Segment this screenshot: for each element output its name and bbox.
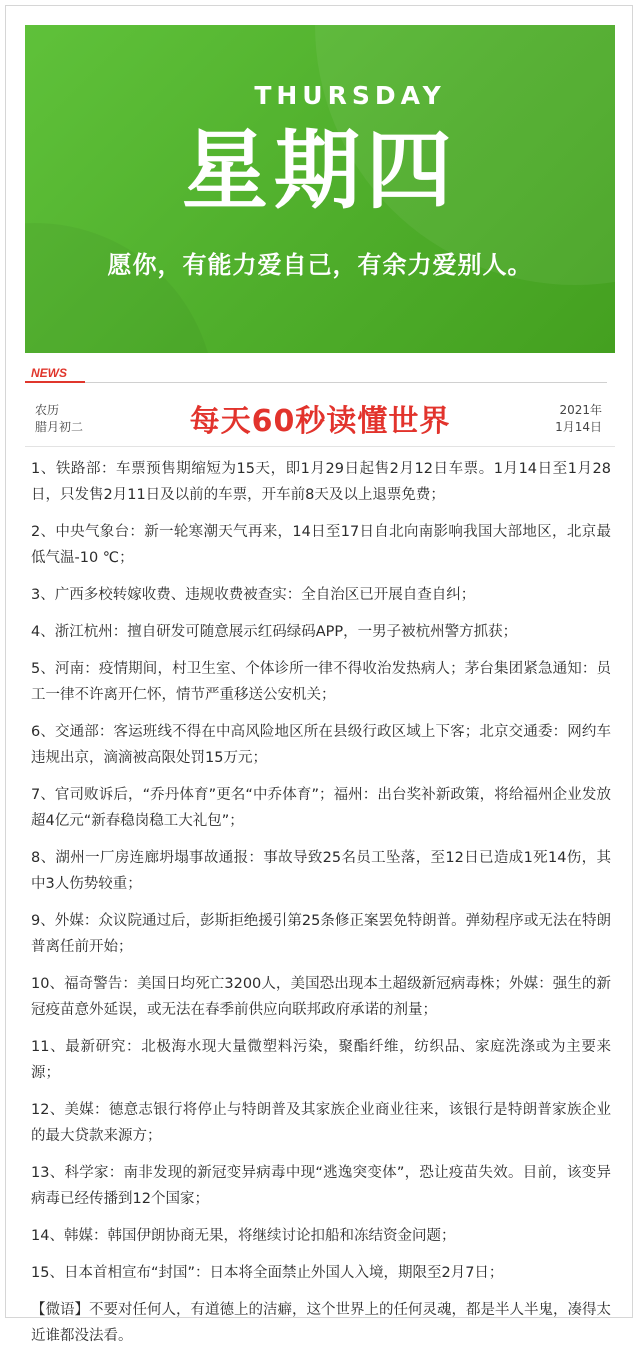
news-item: 3、广西多校转嫁收费、违规收费被查实：全自治区已开展自查自纠； — [31, 587, 476, 603]
date-year: 2021年 — [559, 403, 602, 417]
news-tag: NEWS — [31, 366, 67, 380]
news-item: 5、河南：疫情期间，村卫生室、个体诊所一律不得收治发热病人；茅台集团紧急通知：员工一律不许离开仁怀，情节严重移送公安机关； — [31, 661, 611, 703]
weekday-chinese: 星期四 — [182, 121, 458, 221]
news-item: 15、日本首相宣布“封国”：日本将全面禁止外国人入境，期限至2月7日； — [31, 1265, 504, 1281]
publish-date — [555, 402, 602, 436]
news-item: 10、福奇警告：美国日均死亡3200人，美国恐出现本土超级新冠病毒株；外媒：强生的新冠疫苗意外延误，或无法在春季前供应向联邦政府承诺的剂量； — [31, 976, 611, 1018]
news-item: 6、交通部：客运班线不得在中高风险地区所在县级行政区域上下客；北京交通委：网约车违规出京，滴滴被高限处罚15万元； — [31, 724, 611, 766]
news-item: 9、外媒：众议院通过后，彭斯拒绝援引第25条修正案罢免特朗普。弹劾程序或无法在特朗普离任前开始； — [31, 913, 611, 955]
date-day: 1月14日 — [555, 420, 602, 434]
header-divider — [25, 446, 615, 447]
news-item: 8、湖州一厂房连廊坍塌事故通报：事故导致25名员工坠落，至12日已造成1死14伤，其中3人伤势较重； — [31, 850, 611, 892]
news-item: 12、美媒：德意志银行将停止与特朗普及其家族企业商业往来，该银行是特朗普家族企业的最大贷款来源方； — [31, 1102, 611, 1144]
news-item: 4、浙江杭州：擅自研发可随意展示红码绿码APP，一男子被杭州警方抓获； — [31, 624, 518, 640]
news-divider — [25, 382, 607, 383]
banner-decoration — [25, 223, 215, 353]
lunar-day: 腊月初二 — [35, 420, 84, 434]
news-item: 11、最新研究：北极海水现大量微塑料污染，聚酯纤维，纺织品、家庭洗涤或为主要来源； — [31, 1039, 611, 1081]
weekday-banner — [25, 25, 615, 353]
news-item: 14、韩媒：韩国伊朗协商无果，将继续讨论扣船和冻结资金问题； — [31, 1228, 456, 1244]
news-item: 13、科学家：南非发现的新冠变异病毒中现“逃逸突变体”，恐让疫苗失效。目前，该变异病毒已经传播到12个国家； — [31, 1165, 611, 1207]
news-item: 7、官司败诉后，“乔丹体育”更名“中乔体育”；福州：出台奖补新政策，将给福州企业发放超4亿元“新春稳岗稳工大礼包”； — [31, 787, 611, 829]
daily-quote: 【微语】不要对任何人，有道德上的洁癖，这个世界上的任何灵魂，都是半人半鬼，凑得太近谁都没法看。 — [31, 1302, 611, 1344]
news-item: 1、铁路部：车票预售期缩短为15天，即1月29日起售2月12日车票。1月14日至1月28日，只发售2月11日及以前的车票，开车前8天及以上退票免费； — [31, 461, 611, 503]
page-title: 每天60秒读懂世界 — [189, 404, 451, 439]
lunar-label: 农历 — [35, 403, 60, 417]
news-list — [31, 456, 611, 1360]
weekday-english: THURSDAY — [254, 81, 446, 110]
news-item: 2、中央气象台：新一轮寒潮天气再来，14日至17日自北向南影响我国大部地区，北京最低气温-10 ℃； — [31, 524, 611, 566]
daily-motto: 愿你，有能力爱自己，有余力爱别人。 — [107, 251, 533, 279]
news-divider-accent — [25, 381, 85, 383]
